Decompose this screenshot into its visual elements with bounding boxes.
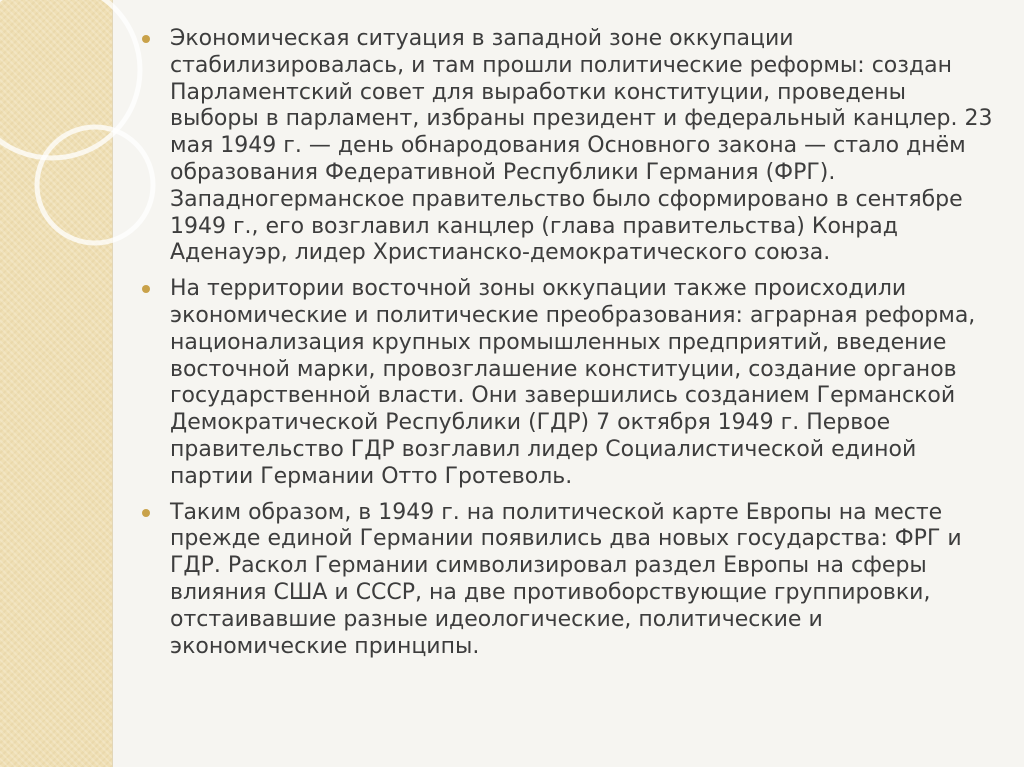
bullet-dot-icon	[142, 509, 150, 517]
bullet-item-conclusion	[138, 500, 998, 661]
bullet-dot-icon	[142, 35, 150, 43]
bullet-item-west-germany	[138, 26, 998, 267]
bullet-list	[138, 26, 998, 669]
bullet-text: Экономическая ситуация в западной зоне оккупации стабилизировалась, и там прошли политические реформы: создан Парламентский совет для выработки конституции, проведены выборы в парламент, избраны президент и федеральный канцлер. 23 мая 1949 г. — день обнародования Основного закона — стало днём образования Федеративной Республики Германия (ФРГ). Западногерманское правительство было сформировано в сентябре 1949 г., его возглавил канцлер (глава правительства) Конрад Аденауэр, лидер Христианско-демократического союза.	[170, 26, 993, 266]
bullet-dot-icon	[142, 285, 150, 293]
bullet-text: На территории восточной зоны оккупации также происходили экономические и политические преобразования: аграрная реформа, национализация крупных промышленных предприятий, введение восточной марки, провозглашение конституции, создание органов государственной власти. Они завершились созданием Германской Демократической Республики (ГДР) 7 октября 1949 г. Первое правительство ГДР возглавил лидер Социалистической единой партии Германии Отто Гротеволь.	[170, 276, 976, 489]
bullet-text: Таким образом, в 1949 г. на политической карте Европы на месте прежде единой Германии появились два новых государства: ФРГ и ГДР. Раскол Германии символизировал раздел Европы на сферы влияния США и СССР, на две противоборствующие группировки, отстаивавшие разные идеологические, политические и экономические принципы.	[170, 499, 962, 659]
bullet-item-east-germany	[138, 276, 998, 490]
